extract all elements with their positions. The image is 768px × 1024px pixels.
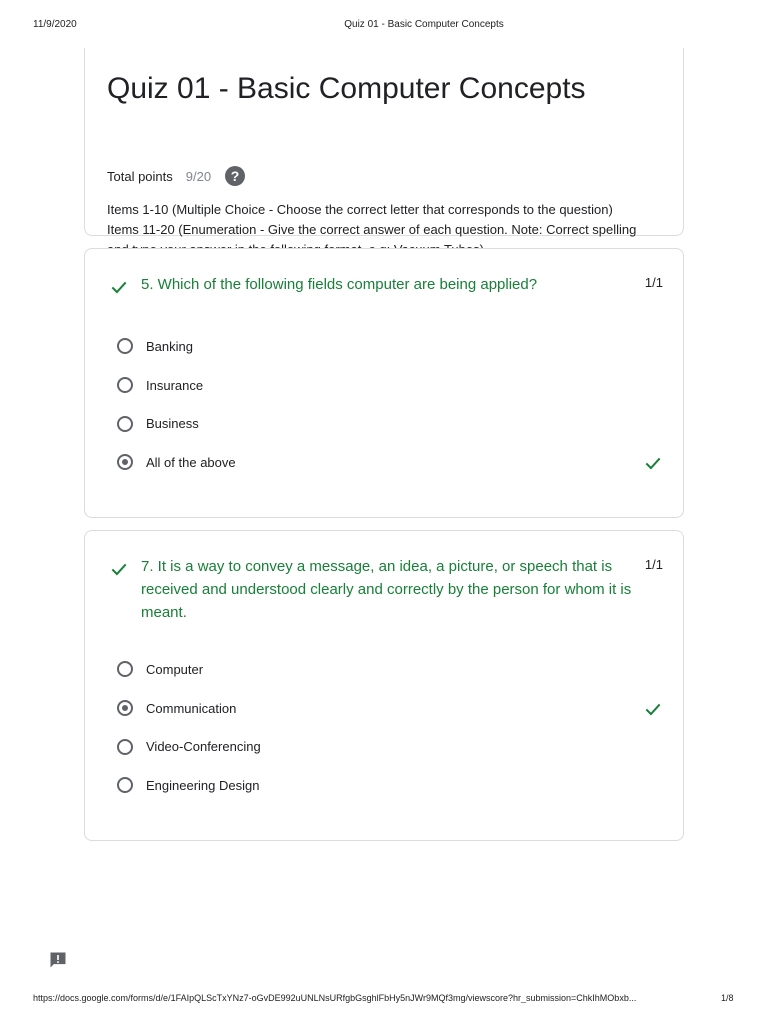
option-label: Computer [146,661,204,677]
option-label: Video-Conferencing [146,739,261,755]
option-item[interactable] [115,404,663,443]
check-icon [109,277,129,297]
option-label: Engineering Design [146,777,260,793]
check-icon [643,699,663,719]
total-points-value: 9/20 [185,168,212,184]
question-score: 1/1 [644,557,663,572]
help-circle-icon[interactable]: ? [225,166,245,186]
question-card [84,530,684,841]
form-title: Quiz 01 - Basic Computer Concepts [107,72,586,105]
print-doc-title: Quiz 01 - Basic Computer Concepts [344,19,504,30]
radio-button[interactable] [115,375,135,395]
option-item[interactable] [115,443,663,482]
print-date: 11/9/2020 [33,19,77,30]
check-icon [643,453,663,473]
print-url[interactable]: https://docs.google.com/forms/d/e/1FAIpQLScTxYNz7-oGvDE992uUNLNsURfgbGsghlFbHy5nJWr9MQf3mg/viewscore?hr_submission=ChkIhMObxb... [33,993,637,1003]
options-list [115,327,663,482]
description-line: Items 11-20 (Enumeration - Give the correct answer of each question. Note: Correct spelling [107,222,637,237]
radio-button[interactable] [115,414,135,434]
radio-button[interactable] [115,775,135,795]
description-line: Items 1-10 (Multiple Choice - Choose the correct letter that corresponds to the question) [107,202,613,217]
question-text: 5. Which of the following fields computer are being applied? [141,276,538,293]
option-item[interactable] [115,650,663,689]
radio-button[interactable] [115,737,135,757]
print-page-number: 1/8 [721,993,734,1003]
option-item[interactable] [115,766,663,805]
option-label: Banking [146,338,193,354]
option-label: Communication [146,700,237,716]
option-item[interactable] [115,327,663,366]
total-points-label: Total points [107,168,173,184]
option-label: All of the above [146,454,236,470]
question-text: 7. It is a way to convey a message, an idea, a picture, or speech that is received and understood clearly and correctly by the person for whom it is meant. [141,558,632,621]
check-icon [109,559,129,579]
radio-button[interactable] [115,336,135,356]
radio-button[interactable] [115,659,135,679]
radio-button-selected[interactable] [115,698,135,718]
print-header [0,19,768,31]
form-header-card [84,48,684,236]
question-score: 1/1 [644,275,663,290]
options-list [115,650,663,805]
option-item[interactable] [115,727,663,766]
option-label: Insurance [146,377,204,393]
option-item[interactable] [115,689,663,728]
option-item[interactable] [115,366,663,405]
radio-button-selected[interactable] [115,452,135,472]
total-points-row [107,165,245,187]
option-label: Business [146,416,199,432]
feedback-icon[interactable] [48,950,68,970]
question-card [84,248,684,518]
